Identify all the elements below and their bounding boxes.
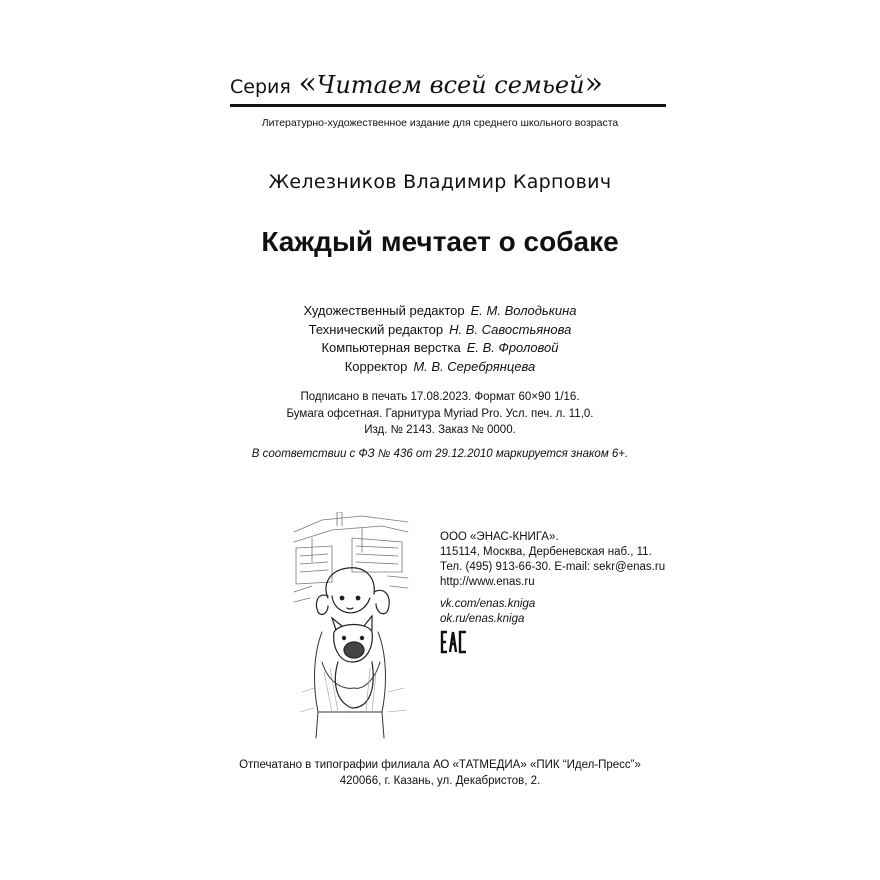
publisher-contacts [440, 530, 665, 590]
printer-address: 420066, г. Казань, ул. Декабристов, 2. [339, 775, 541, 787]
eac-mark-icon [440, 630, 468, 654]
credit-line [0, 358, 880, 377]
vk-link: vk.com/enas.kniga [440, 598, 536, 610]
series-name: Читаем всей семьей [316, 71, 585, 99]
credit-role: Технический редактор [308, 321, 444, 337]
quote-open: « [298, 66, 317, 101]
age-rating-note: В соответствии с ФЗ № 436 от 29.12.2010 маркируется знаком 6+. [251, 448, 629, 460]
credit-line [0, 302, 880, 321]
printer-info [0, 757, 880, 789]
printer-line: Отпечатано в типографии филиала АО «ТАТМЕДИА» «ПИК “Идел-Пресс”» [239, 759, 641, 771]
credit-name: Е. В. Фроловой [466, 340, 559, 355]
publication-line: Подписано в печать 17.08.2023. Формат 60×90 1/16. [300, 391, 580, 403]
book-title: Каждый мечтает о собаке [261, 226, 619, 257]
publisher-address: 115114, Москва, Дербеневская наб., 11. [440, 546, 652, 558]
header-rule [230, 104, 666, 107]
social-links [440, 597, 535, 627]
credit-line [0, 339, 880, 358]
publication-info [0, 389, 880, 439]
author-name: Железников Владимир Карпович [268, 171, 612, 193]
girl-with-dog-illustration [292, 512, 410, 740]
credit-name: М. В. Серебрянцева [413, 358, 536, 374]
credit-role: Художественный редактор [303, 303, 465, 318]
credits-block [0, 302, 880, 376]
edition-subtitle: Литературно-художественное издание для среднего школьного возраста [261, 117, 619, 129]
publisher-name: ООО «ЭНАС-КНИГА». [440, 531, 559, 543]
credit-role: Компьютерная верстка [321, 340, 461, 355]
quote-close: » [584, 66, 603, 101]
credit-line [0, 321, 880, 340]
publisher-phone-email: Тел. (495) 913-66-30. E-mail: sekr@enas.ru [440, 561, 666, 573]
ok-link: ok.ru/enas.kniga [440, 613, 525, 625]
series-prefix: Серия [230, 76, 291, 98]
credit-name: Н. В. Савостьянова [449, 321, 572, 337]
credit-name: Е. М. Володькина [470, 303, 577, 318]
publisher-website: http://www.enas.ru [440, 576, 535, 588]
series-title [230, 66, 670, 101]
publication-line: Изд. № 2143. Заказ № 0000. [364, 424, 516, 436]
publication-line: Бумага офсетная. Гарнитура Myriad Pro. Усл. печ. л. 11,0. [286, 407, 594, 420]
credit-role: Корректор [344, 358, 408, 374]
